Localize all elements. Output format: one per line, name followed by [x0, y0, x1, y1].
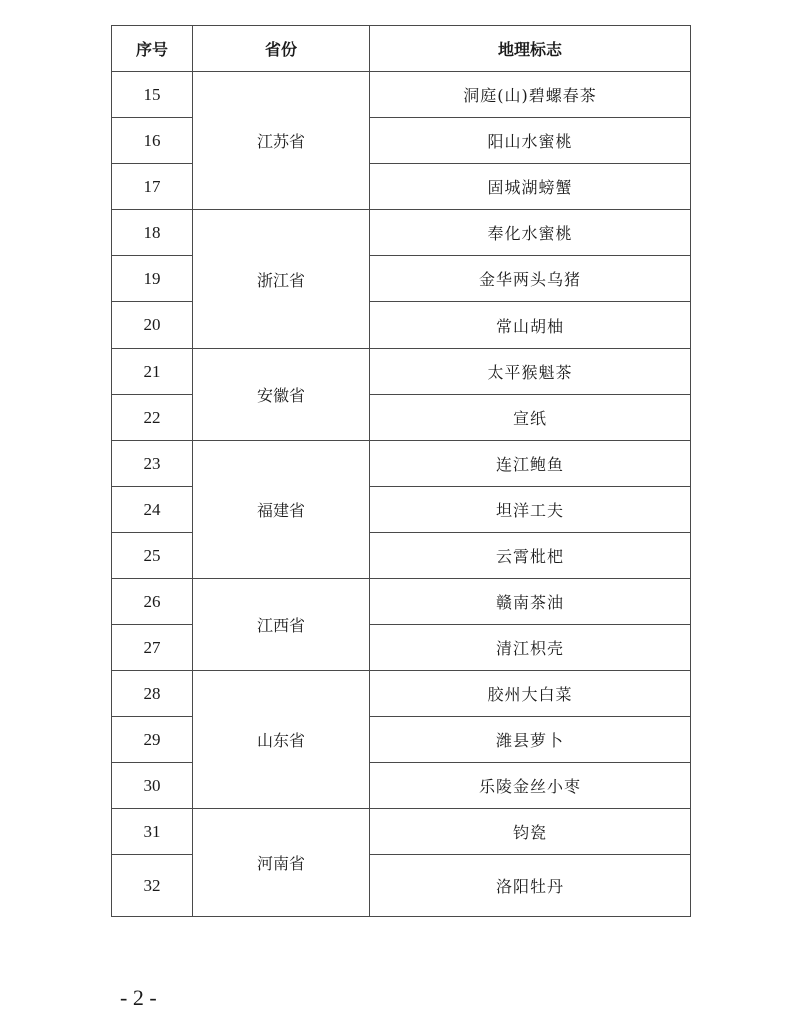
gi-name: 太平猴魁茶 — [370, 349, 691, 395]
province-cell: 福建省 — [193, 441, 370, 579]
gi-table — [111, 25, 691, 917]
gi-name: 钧瓷 — [370, 809, 691, 855]
gi-name: 潍县萝卜 — [370, 717, 691, 763]
row-index: 29 — [112, 717, 193, 763]
row-index: 23 — [112, 441, 193, 487]
row-index: 20 — [112, 302, 193, 349]
row-index: 22 — [112, 395, 193, 441]
table-row — [112, 72, 691, 118]
row-index: 16 — [112, 118, 193, 164]
row-index: 32 — [112, 855, 193, 917]
table-body — [112, 72, 691, 917]
province-cell: 江苏省 — [193, 72, 370, 210]
gi-name: 赣南茶油 — [370, 579, 691, 625]
table-header-row — [112, 26, 691, 72]
gi-name: 宣纸 — [370, 395, 691, 441]
gi-name: 坦洋工夫 — [370, 487, 691, 533]
gi-name: 胶州大白菜 — [370, 671, 691, 717]
gi-name: 固城湖螃蟹 — [370, 164, 691, 210]
page-number: - 2 - — [120, 985, 157, 1010]
row-index: 30 — [112, 763, 193, 809]
gi-name: 乐陵金丝小枣 — [370, 763, 691, 809]
gi-name: 洞庭(山)碧螺春茶 — [370, 72, 691, 118]
province-cell: 河南省 — [193, 809, 370, 917]
table-row — [112, 579, 691, 625]
table-row — [112, 809, 691, 855]
gi-name: 阳山水蜜桃 — [370, 118, 691, 164]
table-row — [112, 349, 691, 395]
gi-name: 常山胡柚 — [370, 302, 691, 349]
table-row — [112, 671, 691, 717]
gi-name: 洛阳牡丹 — [370, 855, 691, 917]
row-index: 19 — [112, 256, 193, 302]
header-index: 序号 — [112, 26, 193, 72]
gi-name: 金华两头乌猪 — [370, 256, 691, 302]
table-row — [112, 441, 691, 487]
row-index: 26 — [112, 579, 193, 625]
row-index: 31 — [112, 809, 193, 855]
gi-name: 清江枳壳 — [370, 625, 691, 671]
province-cell: 山东省 — [193, 671, 370, 809]
header-gi: 地理标志 — [370, 26, 691, 72]
row-index: 21 — [112, 349, 193, 395]
table-row — [112, 210, 691, 256]
row-index: 18 — [112, 210, 193, 256]
row-index: 27 — [112, 625, 193, 671]
gi-name: 云霄枇杷 — [370, 533, 691, 579]
province-cell: 浙江省 — [193, 210, 370, 349]
row-index: 28 — [112, 671, 193, 717]
province-cell: 安徽省 — [193, 349, 370, 441]
row-index: 25 — [112, 533, 193, 579]
gi-name: 奉化水蜜桃 — [370, 210, 691, 256]
row-index: 17 — [112, 164, 193, 210]
gi-name: 连江鲍鱼 — [370, 441, 691, 487]
province-cell: 江西省 — [193, 579, 370, 671]
header-province: 省份 — [193, 26, 370, 72]
row-index: 24 — [112, 487, 193, 533]
row-index: 15 — [112, 72, 193, 118]
